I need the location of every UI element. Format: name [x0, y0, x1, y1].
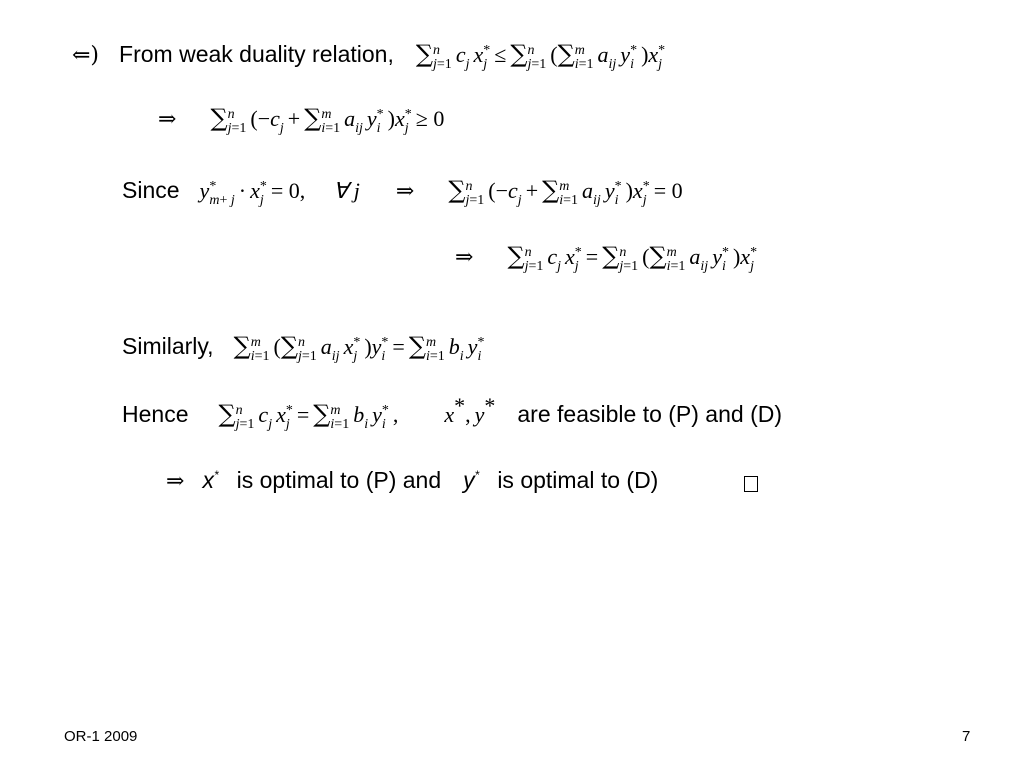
y-star: y*	[463, 467, 480, 493]
implies-arrow: ⇒	[158, 107, 177, 132]
footer-left: OR-1 2009	[64, 728, 138, 745]
complementary-slackness-formula: y * m+ j · x * j = 0, ∀ j	[199, 178, 360, 209]
implies-arrow: ⇒	[455, 245, 474, 270]
feasible-text: are feasible to (P) and (D)	[517, 401, 783, 427]
hence-label: Hence	[122, 401, 189, 427]
line-implies-nonneg	[158, 106, 444, 136]
line-similarly	[122, 334, 484, 364]
nonneg-formula: ∑ n j=1 ($-c_j$ + ∑ m i=1 $a_{ij}$ y * i )x * j ≥ 0	[210, 104, 445, 137]
implies-arrow: ⇒	[395, 179, 415, 204]
since-label: Since	[122, 177, 180, 203]
line-hence	[122, 393, 783, 433]
dual-equality-formula: ∑ m i=1 (∑ n j=1 $a_{ij}$ x * j )y * i = ∑ m i=1 $b_i$ y * i	[233, 332, 485, 365]
implies-arrow: ⇒	[166, 469, 185, 494]
line-primal-equality	[455, 244, 757, 274]
line-optimal	[166, 469, 758, 493]
equality-formula: ∑ n j=1 ($-c_j$ + ∑ m i=1 $a_{ij}$ y * i )x * j = 0	[448, 176, 683, 209]
similarly-label: Similarly,	[122, 333, 214, 359]
primal-equality-formula: ∑ n j=1 $c_j$ x * j = ∑ n j=1 (∑ m i=1 $a_{ij}$ y * i )x * j	[507, 242, 758, 275]
optimal-x-text: is optimal to (P) and	[236, 467, 442, 493]
weak-duality-text: From weak duality relation,	[119, 41, 394, 67]
left-arrow-symbol: ⇐)	[72, 43, 100, 68]
x-star: x*	[202, 467, 219, 493]
weak-duality-formula: ∑ n j=1 $c_j$ x * j ≤ ∑ n j=1 (∑ m i=1 $a_{ij}$ y * i )x * j	[415, 40, 666, 73]
page-number: 7	[962, 728, 971, 745]
line-weak-duality	[72, 42, 665, 72]
feasible-vars: x*, y*	[444, 393, 496, 427]
forall-j: ∀ j	[333, 178, 360, 203]
optimal-y-text: is optimal to (D)	[497, 467, 659, 493]
objective-equality-formula: ∑ n j=1 $c_j$ x * j = ∑ m i=1 $b_i$ y * i ,	[218, 400, 399, 433]
line-since	[122, 178, 683, 208]
end-of-proof-icon	[744, 476, 758, 492]
